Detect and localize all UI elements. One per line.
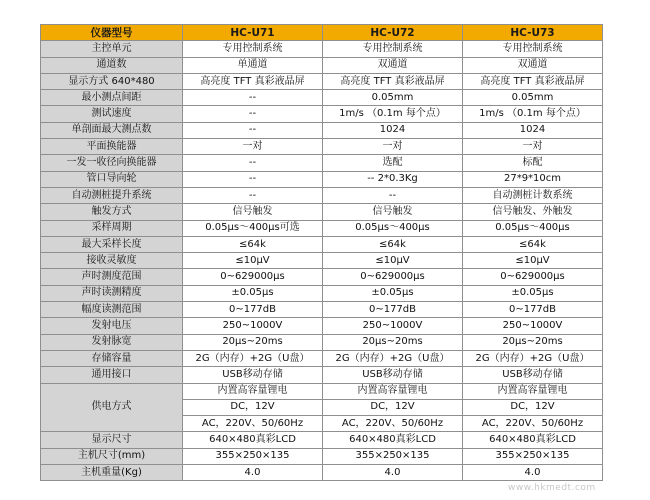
- row-label: 发射脉宽: [41, 334, 183, 350]
- table-row: [41, 122, 603, 138]
- row-value: 选配: [323, 155, 463, 171]
- row-value: 0~629000μs: [323, 269, 463, 285]
- row-label: 一发一收径向换能器: [41, 155, 183, 171]
- row-value: 信号触发、外触发: [463, 204, 603, 220]
- table-row: [41, 155, 603, 171]
- header-cell-hc-u73: HC-U73: [463, 25, 603, 41]
- row-label: 通道数: [41, 57, 183, 73]
- row-value: -- 2*0.3Kg: [323, 171, 463, 187]
- row-value: ≤10μV: [183, 253, 323, 269]
- row-value: AC，220V、50/60Hz: [323, 416, 463, 432]
- row-value: 内置高容量锂电: [323, 383, 463, 399]
- row-value: 0.05μs～400μs: [463, 220, 603, 236]
- table-row: [41, 236, 603, 252]
- row-value: 一对: [183, 139, 323, 155]
- row-label: 接收灵敏度: [41, 253, 183, 269]
- row-value: ≤64k: [183, 236, 323, 252]
- row-value: 0.05mm: [323, 90, 463, 106]
- table-row: [41, 448, 603, 464]
- row-value: 1024: [463, 122, 603, 138]
- row-label: 显示尺寸: [41, 432, 183, 448]
- row-value: 0~629000μs: [463, 269, 603, 285]
- row-value: 信号触发: [183, 204, 323, 220]
- row-value: 2G（内存）+2G（U盘）: [323, 350, 463, 366]
- row-label: 最小测点间距: [41, 90, 183, 106]
- row-value: 0~177dB: [463, 302, 603, 318]
- row-value: 一对: [463, 139, 603, 155]
- row-value: --: [183, 90, 323, 106]
- row-value: ±0.05μs: [323, 285, 463, 301]
- row-value: USB移动存储: [183, 367, 323, 383]
- row-label: 声时读测精度: [41, 285, 183, 301]
- row-value: 内置高容量锂电: [463, 383, 603, 399]
- row-value: 640×480真彩LCD: [183, 432, 323, 448]
- header-cell-model: 仪器型号: [41, 25, 183, 41]
- row-label: 声时测度范围: [41, 269, 183, 285]
- table-row: [41, 318, 603, 334]
- table-row: [41, 350, 603, 366]
- row-label: 幅度读测范围: [41, 302, 183, 318]
- row-value: 355×250×135: [183, 448, 323, 464]
- table-row: [41, 57, 603, 73]
- row-label: 触发方式: [41, 204, 183, 220]
- row-value: 20μs~20ms: [183, 334, 323, 350]
- table-row: [41, 253, 603, 269]
- row-label: 发射电压: [41, 318, 183, 334]
- row-value: 一对: [323, 139, 463, 155]
- row-value: 1m/s （0.1m 每个点）: [323, 106, 463, 122]
- row-label: 存储容量: [41, 350, 183, 366]
- row-label: 最大采样长度: [41, 236, 183, 252]
- row-value: 0~177dB: [323, 302, 463, 318]
- row-value: 1024: [323, 122, 463, 138]
- row-value: 27*9*10cm: [463, 171, 603, 187]
- row-value: 双通道: [323, 57, 463, 73]
- row-value: ≤64k: [463, 236, 603, 252]
- table-row: [41, 90, 603, 106]
- row-label: 管口导向轮: [41, 171, 183, 187]
- row-label: 显示方式 640*480: [41, 73, 183, 89]
- row-value: 355×250×135: [323, 448, 463, 464]
- row-value: 专用控制系统: [183, 41, 323, 57]
- row-value: --: [183, 122, 323, 138]
- row-value: 2G（内存）+2G（U盘）: [463, 350, 603, 366]
- table-row: [41, 106, 603, 122]
- row-value: 信号触发: [323, 204, 463, 220]
- row-label: 平面换能器: [41, 139, 183, 155]
- header-cell-hc-u72: HC-U72: [323, 25, 463, 41]
- row-value: 640×480真彩LCD: [323, 432, 463, 448]
- row-value: 高亮度 TFT 真彩液晶屏: [463, 73, 603, 89]
- row-value: ±0.05μs: [183, 285, 323, 301]
- table-row: [41, 41, 603, 57]
- row-value: USB移动存储: [463, 367, 603, 383]
- table-row: [41, 139, 603, 155]
- row-value: 250~1000V: [183, 318, 323, 334]
- row-value: 2G（内存）+2G（U盘）: [183, 350, 323, 366]
- row-value: ≤10μV: [463, 253, 603, 269]
- row-value: 4.0: [463, 465, 603, 481]
- row-value: 0.05mm: [463, 90, 603, 106]
- row-label: 主控单元: [41, 41, 183, 57]
- row-value: 0.05μs～400μs可选: [183, 220, 323, 236]
- row-label: 主机重量(Kg): [41, 465, 183, 481]
- table-row: [41, 187, 603, 203]
- spec-table-container: [40, 24, 602, 481]
- row-value: 250~1000V: [463, 318, 603, 334]
- table-row: [41, 73, 603, 89]
- row-label: 供电方式: [41, 383, 183, 432]
- row-value: AC，220V、50/60Hz: [183, 416, 323, 432]
- row-value: 4.0: [183, 465, 323, 481]
- row-value: 250~1000V: [323, 318, 463, 334]
- table-row: [41, 383, 603, 399]
- watermark: www.hkmedt.com: [508, 483, 596, 493]
- row-value: 355×250×135: [463, 448, 603, 464]
- table-row: [41, 171, 603, 187]
- row-value: 1m/s （0.1m 每个点）: [463, 106, 603, 122]
- table-row: [41, 465, 603, 481]
- row-label: 采样周期: [41, 220, 183, 236]
- row-value: USB移动存储: [323, 367, 463, 383]
- row-label: 主机尺寸(mm): [41, 448, 183, 464]
- row-value: ≤64k: [323, 236, 463, 252]
- row-value: 专用控制系统: [323, 41, 463, 57]
- row-value: --: [183, 187, 323, 203]
- row-value: AC，220V、50/60Hz: [463, 416, 603, 432]
- row-value: 标配: [463, 155, 603, 171]
- row-value: 高亮度 TFT 真彩液晶屏: [323, 73, 463, 89]
- row-value: --: [183, 155, 323, 171]
- table-row: [41, 220, 603, 236]
- row-value: 专用控制系统: [463, 41, 603, 57]
- row-value: 4.0: [323, 465, 463, 481]
- table-row: [41, 334, 603, 350]
- row-value: 自动测桩计数系统: [463, 187, 603, 203]
- row-value: 高亮度 TFT 真彩液晶屏: [183, 73, 323, 89]
- row-value: 0.05μs～400μs: [323, 220, 463, 236]
- table-row: [41, 285, 603, 301]
- spec-table: [40, 24, 603, 481]
- row-value: 双通道: [463, 57, 603, 73]
- row-label: 测试速度: [41, 106, 183, 122]
- table-row: [41, 269, 603, 285]
- header-row: [41, 25, 603, 41]
- row-label: 自动测桩提升系统: [41, 187, 183, 203]
- table-row: [41, 302, 603, 318]
- row-value: --: [323, 187, 463, 203]
- header-cell-hc-u71: HC-U71: [183, 25, 323, 41]
- row-value: --: [183, 171, 323, 187]
- row-label: 单剖面最大测点数: [41, 122, 183, 138]
- row-value: 20μs~20ms: [463, 334, 603, 350]
- row-value: 0~629000μs: [183, 269, 323, 285]
- row-value: DC，12V: [463, 399, 603, 415]
- row-value: 单通道: [183, 57, 323, 73]
- row-value: 20μs~20ms: [323, 334, 463, 350]
- row-value: DC，12V: [323, 399, 463, 415]
- table-row: [41, 204, 603, 220]
- table-row: [41, 432, 603, 448]
- table-row: [41, 367, 603, 383]
- row-value: ±0.05μs: [463, 285, 603, 301]
- row-value: 0~177dB: [183, 302, 323, 318]
- row-value: ≤10μV: [323, 253, 463, 269]
- row-value: 640×480真彩LCD: [463, 432, 603, 448]
- row-value: 内置高容量锂电: [183, 383, 323, 399]
- row-label: 通用接口: [41, 367, 183, 383]
- row-value: DC，12V: [183, 399, 323, 415]
- row-value: --: [183, 106, 323, 122]
